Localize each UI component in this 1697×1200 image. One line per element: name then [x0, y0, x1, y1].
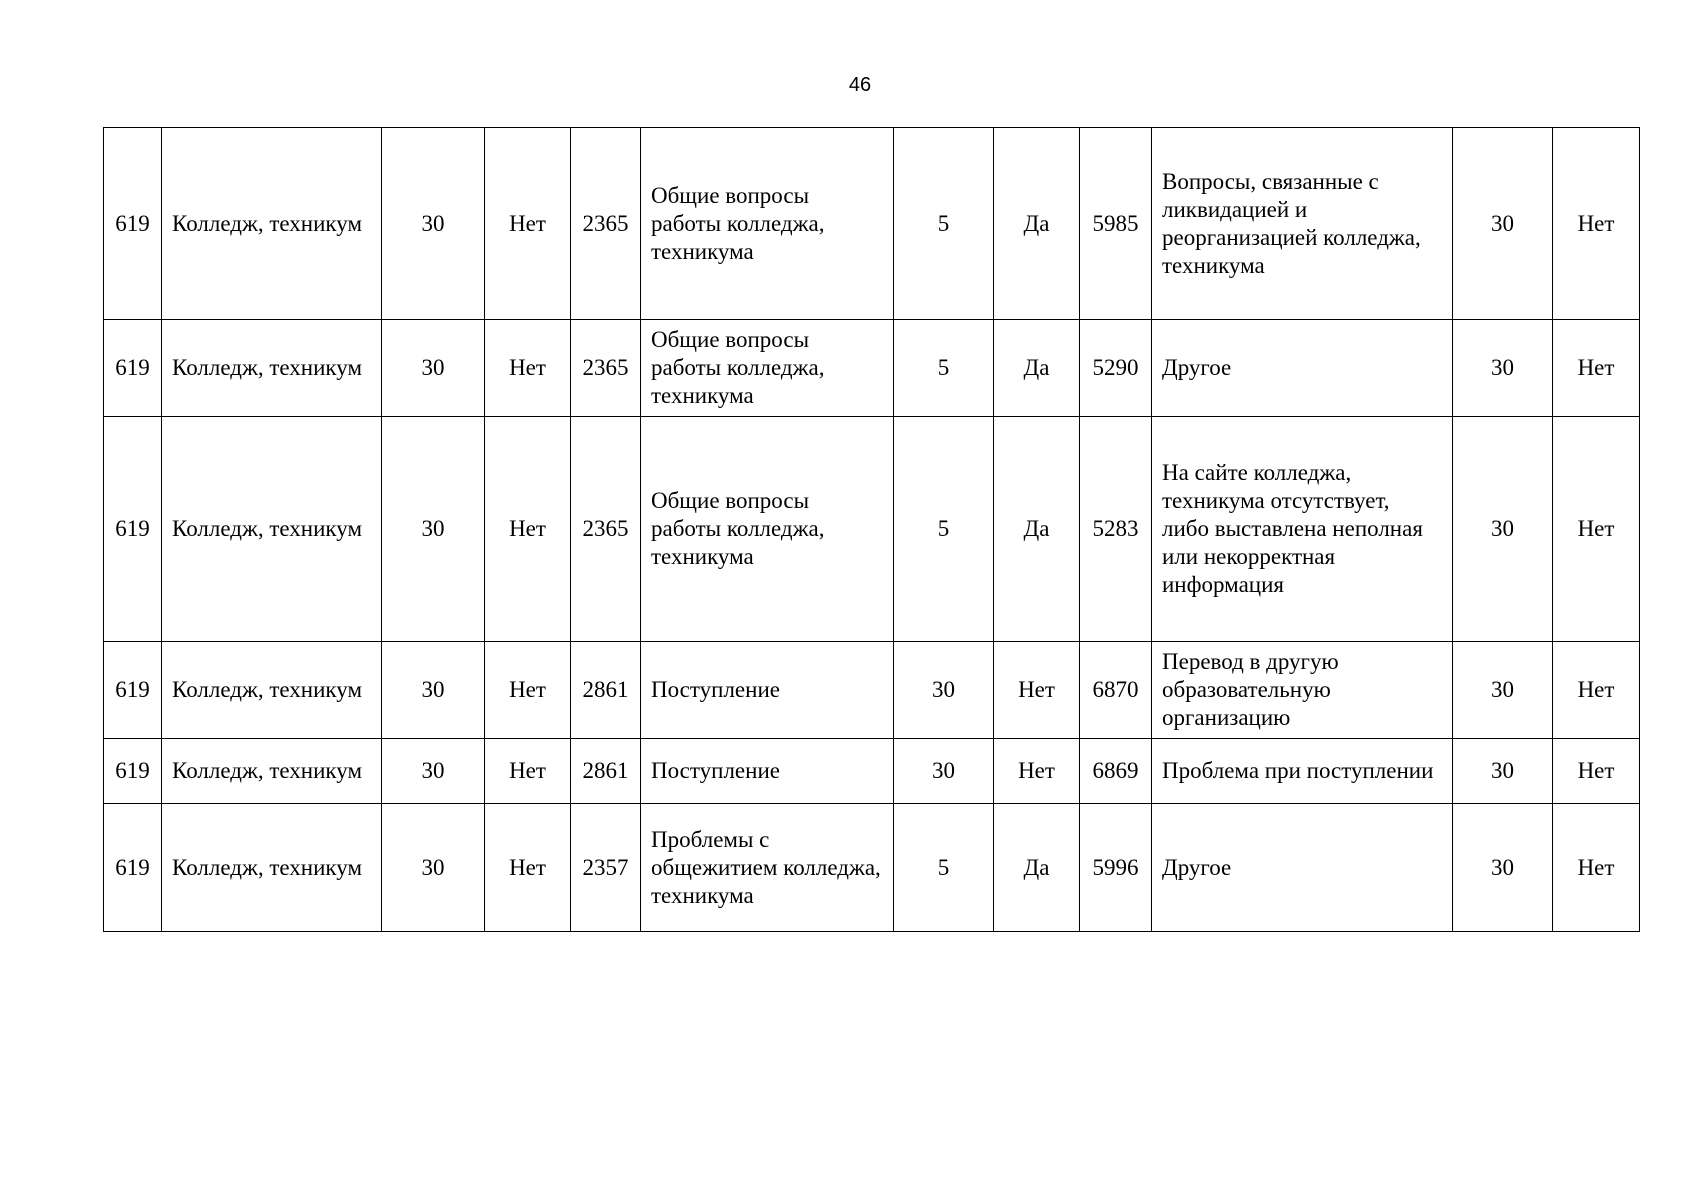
table-row: [104, 642, 1640, 739]
cell-topic: Проблемы с общежитием колледжа, техникума: [641, 804, 894, 932]
cell-subtopic-code: 6870: [1080, 642, 1152, 739]
cell-subtopic-days: 30: [1453, 739, 1553, 804]
cell-topic-code: 2861: [571, 739, 641, 804]
page-number: 46: [848, 74, 872, 96]
cell-code: 619: [104, 642, 162, 739]
cell-institution-type: Колледж, техникум: [162, 642, 382, 739]
cell-subtopic: Проблема при поступлении: [1152, 739, 1453, 804]
cell-topic-days: 5: [894, 128, 994, 320]
cell-topic-flag: Да: [994, 320, 1080, 417]
cell-institution-type: Колледж, техникум: [162, 804, 382, 932]
cell-code: 619: [104, 417, 162, 642]
cell-subtopic-flag: Нет: [1553, 128, 1640, 320]
cell-subtopic: На сайте колледжа, техникума отсутствует, либо выставлена неполная или некорректная информация: [1152, 417, 1453, 642]
cell-subtopic-flag: Нет: [1553, 739, 1640, 804]
cell-days: 30: [382, 804, 485, 932]
cell-topic-days: 5: [894, 320, 994, 417]
cell-topic-days: 30: [894, 642, 994, 739]
table-row: [104, 417, 1640, 642]
table-row: [104, 804, 1640, 932]
cell-flag: Нет: [485, 804, 571, 932]
cell-topic-days: 5: [894, 804, 994, 932]
cell-subtopic-days: 30: [1453, 320, 1553, 417]
cell-flag: Нет: [485, 642, 571, 739]
cell-subtopic: Другое: [1152, 320, 1453, 417]
table-row: [104, 739, 1640, 804]
cell-code: 619: [104, 128, 162, 320]
cell-subtopic: Вопросы, связанные с ликвидацией и реорганизацией колледжа, техникума: [1152, 128, 1453, 320]
cell-institution-type: Колледж, техникум: [162, 739, 382, 804]
cell-topic-days: 30: [894, 739, 994, 804]
cell-subtopic-days: 30: [1453, 642, 1553, 739]
cell-subtopic-days: 30: [1453, 804, 1553, 932]
cell-institution-type: Колледж, техникум: [162, 417, 382, 642]
cell-days: 30: [382, 642, 485, 739]
cell-subtopic-code: 5996: [1080, 804, 1152, 932]
cell-subtopic: Другое: [1152, 804, 1453, 932]
cell-topic-flag: Нет: [994, 642, 1080, 739]
cell-topic: Общие вопросы работы колледжа, техникума: [641, 128, 894, 320]
cell-subtopic-code: 6869: [1080, 739, 1152, 804]
table-row: [104, 128, 1640, 320]
cell-days: 30: [382, 128, 485, 320]
cell-days: 30: [382, 417, 485, 642]
cell-topic-flag: Да: [994, 804, 1080, 932]
cell-topic-flag: Да: [994, 128, 1080, 320]
cell-flag: Нет: [485, 128, 571, 320]
cell-flag: Нет: [485, 739, 571, 804]
cell-subtopic-flag: Нет: [1553, 417, 1640, 642]
cell-code: 619: [104, 739, 162, 804]
cell-subtopic-flag: Нет: [1553, 642, 1640, 739]
cell-institution-type: Колледж, техникум: [162, 128, 382, 320]
cell-subtopic-flag: Нет: [1553, 804, 1640, 932]
cell-topic: Общие вопросы работы колледжа, техникума: [641, 320, 894, 417]
cell-subtopic-flag: Нет: [1553, 320, 1640, 417]
cell-subtopic-days: 30: [1453, 128, 1553, 320]
cell-subtopic-days: 30: [1453, 417, 1553, 642]
cell-subtopic-code: 5290: [1080, 320, 1152, 417]
cell-topic-code: 2365: [571, 320, 641, 417]
table-row: [104, 320, 1640, 417]
cell-topic-code: 2357: [571, 804, 641, 932]
cell-topic-code: 2365: [571, 417, 641, 642]
cell-topic: Поступление: [641, 642, 894, 739]
cell-subtopic: Перевод в другую образовательную организацию: [1152, 642, 1453, 739]
cell-topic-code: 2861: [571, 642, 641, 739]
cell-days: 30: [382, 739, 485, 804]
data-table: [103, 127, 1640, 932]
cell-subtopic-code: 5985: [1080, 128, 1152, 320]
cell-code: 619: [104, 804, 162, 932]
cell-topic-code: 2365: [571, 128, 641, 320]
cell-topic: Поступление: [641, 739, 894, 804]
cell-code: 619: [104, 320, 162, 417]
cell-topic-flag: Да: [994, 417, 1080, 642]
cell-topic-flag: Нет: [994, 739, 1080, 804]
cell-institution-type: Колледж, техникум: [162, 320, 382, 417]
cell-flag: Нет: [485, 417, 571, 642]
cell-topic: Общие вопросы работы колледжа, техникума: [641, 417, 894, 642]
cell-days: 30: [382, 320, 485, 417]
cell-subtopic-code: 5283: [1080, 417, 1152, 642]
cell-topic-days: 5: [894, 417, 994, 642]
cell-flag: Нет: [485, 320, 571, 417]
